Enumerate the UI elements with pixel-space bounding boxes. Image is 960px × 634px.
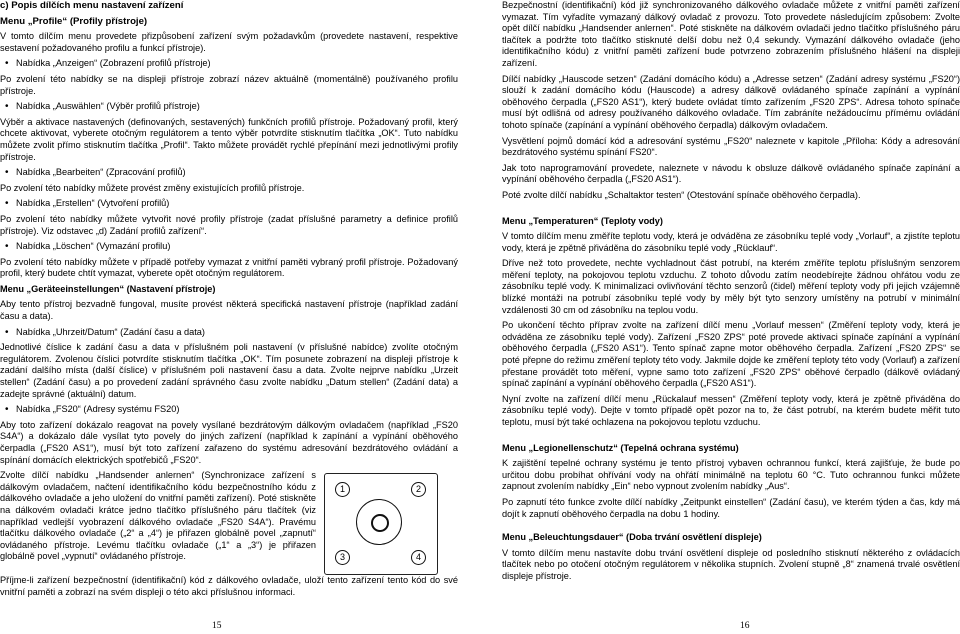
- temperaturen-para-3: Po ukončení těchto příprav zvolte na zařízení dílčí menu „Vorlauf messen“ (Změření teploty vody, která je odváděna ze zásobníku teplé vody). Zařízení „FS20 ZPS“ poté provede aktivaci spínače zapínání a vypínání oběhového čerpadla („FS20 AS1“). Tento spínač zapne motor oběhového čerpadla. Zařízení „FS20 ZPS“ se poté přepne do režimu změření teploty této vody. Jakmile dojde ke změření teploty této vody (Vorlauf) a zařízení přestane provádět toto měření, vypne samo toto zařízení „FS20 ZPS“ oběhové čerpadlo (dálkově ovládaný spínač zapínání a vypínání oběhového čerpadla („FS20 AS1“).: [502, 320, 960, 389]
- remote-key-2: 2: [411, 482, 426, 497]
- temperaturen-heading: Menu „Temperaturen“ (Teploty vody): [502, 215, 663, 226]
- page-number-right: 16: [740, 621, 750, 631]
- bullet-anzeigen-title: • Nabídka „Anzeigen“ (Zobrazení profilů přístroje): [0, 58, 458, 70]
- remote-key-4: 4: [411, 550, 426, 565]
- bullet-erstellen-text: Po zvolení této nabídky můžete vytvořit nové profily přístroje (zadat příslušné parametry a definice profilů přístroje). Viz odstavec „d) Zadání profilů zařízení“.: [0, 213, 458, 236]
- beleuchtung-para-1: V tomto dílčím menu nastavíte dobu trvání osvětlení displeje od posledního stisknutí některého z ovládacích tlačítek nebo po otočení otočným regulátorem v několika stupních. Zvolení stupně „8“ znamená trvalé osvětlení displeje přístroje.: [502, 547, 960, 581]
- temperaturen-para-4: Nyní zvolte na zařízení dílčí menu „Rückalauf messen“ (Změření teploty vody, která je zpětně přiváděna do zásobníku teplé vody). Dejte v tomto případě opět pozor na to, že část potrubí, na kterém budete měřit tuto teplotu, musí být také ochlazena na pokojovou teplotu vzduchu.: [502, 393, 960, 427]
- beleuchtung-heading: Menu „Beleuchtungsdauer“ (Doba trvání osvětlení displeje): [502, 532, 762, 543]
- geraete-menu-intro: Aby tento přístroj bezvadně fungoval, musíte provést některá specifická nastavení přístroje (například zadání času a data).: [0, 299, 458, 322]
- handsender-tail-text: Příjme-li zařízení bezpečnostní (identifikační) kód z dálkového ovladače, uloží tento zařízení tento kód do své vnitřní paměti a zobrazí na svém displeji o této akci příslušnou informaci.: [0, 575, 458, 597]
- right-page-column: [502, 0, 960, 587]
- right-para-4: Jak toto naprogramování provedete, naleznete v návodu k obsluze dálkově ovládaného spínače zapínání a vypínání oběhového čerpadla („FS20 AS1“).: [502, 162, 960, 185]
- bullet-bearbeiten-title: • Nabídka „Bearbeiten“ (Zpracování profilů): [0, 167, 458, 179]
- left-page-column: [0, 0, 458, 602]
- bullet-uhrzeit-text: Jednotlivé číslice k zadání času a data v příslušném poli nastavení (v příslušné nabídce) zvolíte otočným regulátorem. Zvolenou číslici potvrdíte stisknutím tlačítka „OK“. Tím posunete zobrazení na displeji přístroje k zadání dalšího místa (další číslice) v příslušném poli nastavení času a data. Zvolte nejprve nabídku „Urzeit stellen“ (Zadání času) a po provedení zadání správného času zvolte nabídku „Datum stellen“ (Zadání data) a zadejte správné (aktuální) datum.: [0, 342, 458, 399]
- handsender-text: Zvolte dílčí nabídku „Handsender anlernen“ (Synchronizace zařízení s dálkovým ovladačem, načtení identifikačního kódu bezpečnostního kódu z dálkového ovladače a jeho uložení do vnitřní paměti zařízení). Poté stiskněte na dálkovém ovladači krátce jedno tlačítko příslušného páru tlačítek (viz například vedlejší vyobrazení dálkového ovladače „FS20 S4A“). Pravému tlačítku dálkového ovladače („2“ a „4“) je přiřazen globálně povel „zapnutí“ ovládaného přístroje. Levému tlačítku ovladače („1“ a „3“) je přiřazen globálně povel „vypnutí“ ovládaného přístroje.: [0, 470, 316, 562]
- legionellen-para-2: Po zapnutí této funkce zvolte dílčí nabídky „Zeitpunkt einstellen“ (Zadání času), ve kterém týden a čas, kdy má dojít k zapnutí oběhového čerpadla na dobu 1 hodiny.: [502, 496, 960, 519]
- legionellen-para-1: K zajištění tepelné ochrany systému je tento přístroj vybaven ochrannou funkcí, která zajišťuje, že bude po určitou dobu probíhat ohřívání vody na ohřátí minimálně na teplotu 60 °C. Tuto ochrannou funkci můžete zapnout zvolením nabídky „Ein“ nebo vypnout zvolením nabídky „Aus“.: [502, 458, 960, 492]
- right-para-2: Dílčí nabídky „Hauscode setzen“ (Zadání domácího kódu) a „Adresse setzen“ (Zadání adresy systému „FS20“) slouží k zadání domácího kódu (Hauscode) a adresy dálkově ovládaného spínače zapínání a vypínání oběhového čerpadla („FS20 AS1“), který budete ovládat tímto zařízením „FS20 ZPS“. Adresa tohoto spínače musí být odlišná od adresy používaného dálkového ovladače. Tím zabráníte nežádoucímu přímému ovládání tohoto spínače (zapínání a vypínání oběhového čerpadla) dálkovým ovladačem.: [502, 73, 960, 130]
- bullet-loeschen-title: • Nabídka „Löschen“ (Vymazání profilu): [0, 241, 458, 253]
- bullet-loeschen-text: Po zvolení této nabídky můžete v případě potřeby vymazat z vnitřní paměti vybraný profil přístroje. Požadovaný profil, který budete chtít vymazat, vyberete opět otočným regulátorem.: [0, 256, 458, 279]
- bullet-uhrzeit-title: • Nabídka „Uhrzeit/Datum“ (Zadání času a data): [0, 327, 458, 339]
- page-number-left: 15: [212, 621, 222, 631]
- bullet-auswaehlen-text: Výběr a aktivace nastavených (definovaných, sestavených) funkčních profilů přístroje. Požadovaný profil, který chcete aktivovat, vyberete otočným regulátorem a tento výběr potvrdíte stisknutím tlačítka „OK“. Tuto nabídku můžete zvolit přímo stisknutím tlačítka „Profil“. Takto můžete provádět rychlé přepínání mezi jednotlivými profily přístroje.: [0, 116, 458, 162]
- section-title: c) Popis dílčích menu nastavení zařízení: [0, 0, 184, 11]
- remote-key-1: 1: [335, 482, 350, 497]
- bullet-auswaehlen-title: • Nabídka „Auswählen“ (Výběr profilů přístroje): [0, 101, 458, 113]
- bullet-fs20-title: • Nabídka „FS20“ (Adresy systému FS20): [0, 404, 458, 416]
- right-para-3: Vysvětlení pojmů domácí kód a adresování systému „FS20“ naleznete v kapitole „Příloha: Kódy a adresování bezdrátového systému spínání FS20“.: [502, 135, 960, 158]
- geraete-menu-heading: Menu „Geräteeinstellungen“ (Nastavení přístroje): [0, 283, 216, 294]
- temperaturen-para-1: V tomto dílčím menu změříte teplotu vody, která je odváděna ze zásobníku teplé vody „Vorlauf“, a zjistíte teplotu vody, která je zpětně přiváděna do zásobníku teplé vody „Rücklauf“.: [502, 231, 960, 253]
- bullet-fs20-text: Aby toto zařízení dokázalo reagovat na povely vysílané bezdrátovým dálkovým ovladačem (například „FS20 S4A“) a dokázalo dále vysílat tyto povely do jiných zařízení (například k zapínání a vypínání oběhového čerpadla („FS20 AS1“), musí být toto zařízení zařazeno do systému adresování bezdrátového ovládání a spínání domácích elektrických spotřebičů „FS20“.: [0, 419, 458, 465]
- profile-menu-heading: Menu „Profile“ (Profily přístroje): [0, 15, 148, 27]
- handsender-block: [0, 470, 458, 575]
- bullet-bearbeiten-text: Po zvolení této nabídky můžete provést změny existujících profilů přístroje.: [0, 182, 305, 193]
- temperaturen-para-2: Dříve než toto provedete, nechte vychladnout část potrubí, na kterém změříte teplotu příslušným senzorem měření teploty, na pokojovou teplotu vzduchu. Z tohoto důvodu zatím neodebírejte žádnou ohřátou vodu ze zásobníku teplé vody. K minimalizaci ovlivňování těchto senzorů (čidel) měření teploty vody při jejich vzájemně blízké montáži na potrubí zásobníku teplé vody by měly být tyto senzory umístěny na potrubí v minimální vzdálenosti 30 cm od zásobníku na teplou vodu.: [502, 258, 960, 315]
- legionellen-heading: Menu „Legionellenschutz“ (Tepelná ochrana systému): [502, 442, 739, 453]
- bullet-anzeigen-text: Po zvolení této nabídky se na displeji přístroje zobrazí název aktuálně (momentálně) používaného profilu přístroje.: [0, 73, 458, 96]
- bullet-erstellen-title: • Nabídka „Erstellen“ (Vytvoření profilů): [0, 198, 458, 210]
- profile-menu-intro: V tomto dílčím menu provedete přizpůsobení zařízení svým požadavkům (provedete nastavení, respektive sestavení požadovaného profilu a funkcí přístroje).: [0, 31, 458, 53]
- right-para-5: Poté zvolte dílčí nabídku „Schaltaktor testen“ (Otestování spínače oběhového čerpadla).: [502, 189, 861, 200]
- right-para-1: Bezpečnostní (identifikační) kód již synchronizovaného dálkového ovladače můžete z vnitřní paměti zařízení vymazat. Tím vyřadíte vymazaný dálkový ovladač z provozu. Toto provedete následujícím způsobem: Zvolte opět dílčí nabídku „Handsender anlernen“. Poté stiskněte na dálkovém ovladači jedno tlačítko příslušného páru tlačítek a podržte toto tlačítko stisknuté delší dobu než 0,4 sekundy. Vymazání dálkového ovladače (jeho identifikačního kódu) z vnitřní paměti zařízení bude potvrzeno zobrazením příslušného hlášení na displeji zařízení.: [502, 0, 960, 68]
- remote-control-illustration: [324, 473, 438, 575]
- remote-key-3: 3: [335, 550, 350, 565]
